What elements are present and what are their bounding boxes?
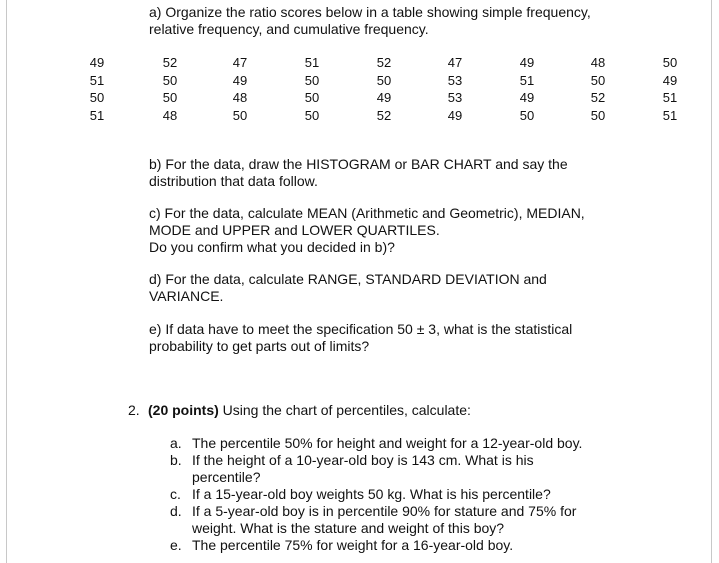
part-a-line-2: relative frequency, and cumulative frequency. — [149, 21, 429, 37]
data-cell: 50 — [162, 90, 178, 105]
part-b-line-1: b) For the data, draw the HISTOGRAM or BAR CHART and say the — [149, 156, 568, 172]
part-c-line-1: c) For the data, calculate MEAN (Arithmetic and Geometric), MEDIAN, — [149, 205, 585, 221]
data-cell: 51 — [519, 72, 535, 88]
data-cell: 50 — [89, 90, 105, 105]
part-a-line-1: a) Organize the ratio scores below in a table showing simple frequency, — [149, 4, 591, 20]
question-2-heading — [128, 402, 471, 419]
data-cell: 51 — [662, 90, 678, 105]
data-cell: 49 — [662, 72, 678, 88]
item-letter: e. — [170, 537, 182, 553]
item-text: percentile? — [192, 469, 261, 485]
item-text: If a 5-year-old boy is in percentile 90% for stature and 75% for — [192, 503, 577, 519]
data-cell: 49 — [89, 55, 105, 70]
data-cell: 49 — [447, 107, 463, 123]
data-column — [441, 54, 469, 124]
data-cell: 48 — [232, 90, 248, 105]
part-d-line-2: VARIANCE. — [149, 288, 224, 304]
data-column — [370, 54, 398, 124]
item-text: The percentile 50% for height and weight for a 12-year-old boy. — [192, 435, 583, 451]
data-cell: 50 — [162, 72, 178, 88]
data-cell: 52 — [162, 55, 178, 70]
data-column — [656, 54, 684, 124]
data-cell: 51 — [89, 107, 105, 123]
data-cell: 52 — [590, 90, 606, 105]
part-d-text — [149, 271, 547, 305]
part-a-text — [149, 4, 591, 38]
data-cell: 50 — [232, 107, 248, 123]
part-e-line-2: probability to get parts out of limits? — [149, 338, 370, 354]
part-d-line-1: d) For the data, calculate RANGE, STANDARD DEVIATION and — [149, 271, 547, 287]
part-e-line-1 — [149, 321, 572, 338]
question-2-intro: Using the chart of percentiles, calculate: — [218, 402, 471, 418]
part-c-line-3: Do you confirm what you decided in b)? — [149, 239, 395, 255]
data-cell: 49 — [376, 90, 392, 105]
data-cell: 50 — [590, 107, 606, 123]
data-cell: 49 — [519, 55, 535, 70]
data-column — [298, 54, 326, 124]
question-2-number: 2. — [128, 402, 140, 418]
item-letter: a. — [170, 435, 182, 451]
item-letter: c. — [170, 486, 181, 502]
data-cell: 47 — [447, 55, 463, 70]
part-e-text — [149, 321, 572, 355]
item-text: The percentile 75% for weight for a 16-year-old boy. — [192, 537, 514, 553]
data-column — [513, 54, 541, 124]
data-cell: 50 — [304, 72, 320, 88]
item-text: weight. What is the stature and weight of this boy? — [192, 520, 505, 536]
data-cell: 51 — [89, 72, 105, 88]
data-cell: 53 — [447, 90, 463, 105]
data-column — [226, 54, 254, 124]
item-text: If a 15-year-old boy weights 50 kg. What is his percentile? — [192, 486, 551, 502]
data-cell: 49 — [232, 72, 248, 88]
item-letter: b. — [170, 452, 182, 468]
data-cell: 50 — [662, 55, 678, 70]
data-column — [156, 54, 184, 124]
data-cell: 50 — [304, 90, 320, 105]
data-cell: 51 — [662, 107, 678, 123]
data-cell: 48 — [590, 55, 606, 70]
part-b-line-2: distribution that data follow. — [149, 173, 318, 189]
data-cell: 50 — [519, 107, 535, 123]
part-e-line-1-after: 3, what is the statistical — [424, 321, 573, 337]
data-cell: 50 — [376, 72, 392, 88]
data-cell: 50 — [590, 72, 606, 88]
data-cell: 47 — [232, 55, 248, 70]
data-cell: 51 — [304, 55, 320, 70]
data-cell: 52 — [376, 55, 392, 70]
part-c-line-2: MODE and UPPER and LOWER QUARTILES. — [149, 222, 440, 238]
part-b-text — [149, 156, 568, 190]
data-cell: 52 — [376, 107, 392, 123]
data-cell: 48 — [162, 107, 178, 123]
item-text: If the height of a 10-year-old boy is 143 cm. What is his — [192, 452, 534, 468]
ratio-scores-grid — [0, 54, 719, 126]
data-cell: 49 — [519, 90, 535, 105]
data-column — [83, 54, 111, 124]
data-column — [584, 54, 612, 124]
plus-minus-symbol: ± — [416, 321, 425, 337]
data-cell: 50 — [304, 107, 320, 123]
part-c-text — [149, 205, 585, 256]
item-letter: d. — [170, 503, 182, 519]
part-e-line-1-before: e) If data have to meet the specification 50 — [149, 321, 417, 337]
question-2-points: (20 points) — [148, 402, 219, 418]
data-cell: 53 — [447, 72, 463, 88]
